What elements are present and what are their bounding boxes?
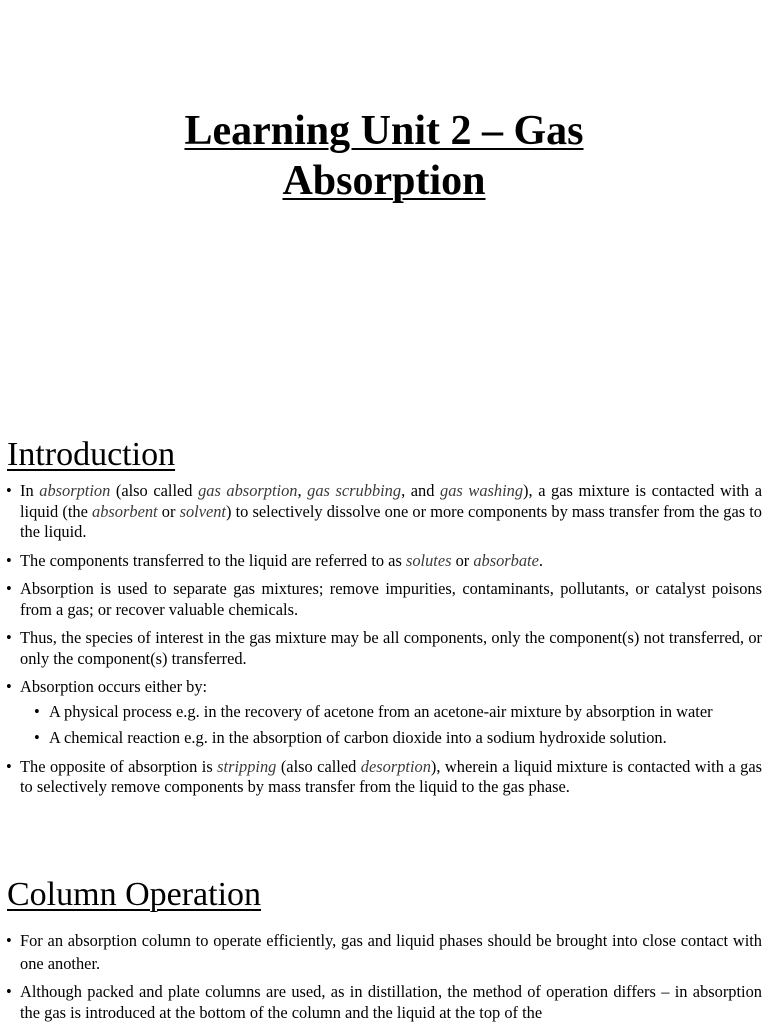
list-item: • The components transferred to the liquid are referred to as solutes or absorbate. [0, 551, 762, 572]
list-item: • For an absorption column to operate efficiently, gas and liquid phases should be brought into close contact with one another. [0, 929, 762, 975]
list-item: • Absorption is used to separate gas mixtures; remove impurities, contaminants, pollutants, or catalyst poisons from a gas; or recover valuable chemicals. [0, 579, 762, 620]
list-item: • In absorption (also called gas absorption, gas scrubbing, and gas washing), a gas mixture is contacted with a liquid (the absorbent or solvent) to selectively dissolve one or more components by mass transfer from the gas to the liquid. [0, 481, 762, 543]
sub-list-item: • A chemical reaction e.g. in the absorption of carbon dioxide into a sodium hydroxide solution. [20, 728, 762, 749]
list-item: • Absorption occurs either by: • A physical process e.g. in the recovery of acetone from an acetone-air mixture by absorption in water • A chemical reaction e.g. in the absorption of carbon dioxide into a sodium hydroxide solution. [0, 677, 762, 749]
list-item: • Thus, the species of interest in the gas mixture may be all components, only the component(s) not transferred, or only the component(s) transferred. [0, 628, 762, 669]
title-line-2: Absorption [282, 158, 486, 204]
page-title [0, 106, 768, 206]
list-item: • Although packed and plate columns are used, as in distillation, the method of operation differs – in absorption the gas is introduced at the bottom of the column and the liquid at the top of the [0, 982, 762, 1023]
column-operation-list [0, 929, 762, 1031]
sub-list-item: • A physical process e.g. in the recovery of acetone from an acetone-air mixture by absorption in water [20, 702, 762, 723]
list-item: • The opposite of absorption is stripping (also called desorption), wherein a liquid mixture is contacted with a gas to selectively remove components by mass transfer from the liquid to the gas phase. [0, 757, 762, 798]
title-line-1: Learning Unit 2 – Gas [184, 108, 584, 154]
introduction-heading: Introduction [7, 436, 176, 473]
sub-list [20, 702, 762, 749]
column-operation-heading: Column Operation [7, 876, 262, 913]
introduction-list [0, 481, 762, 806]
